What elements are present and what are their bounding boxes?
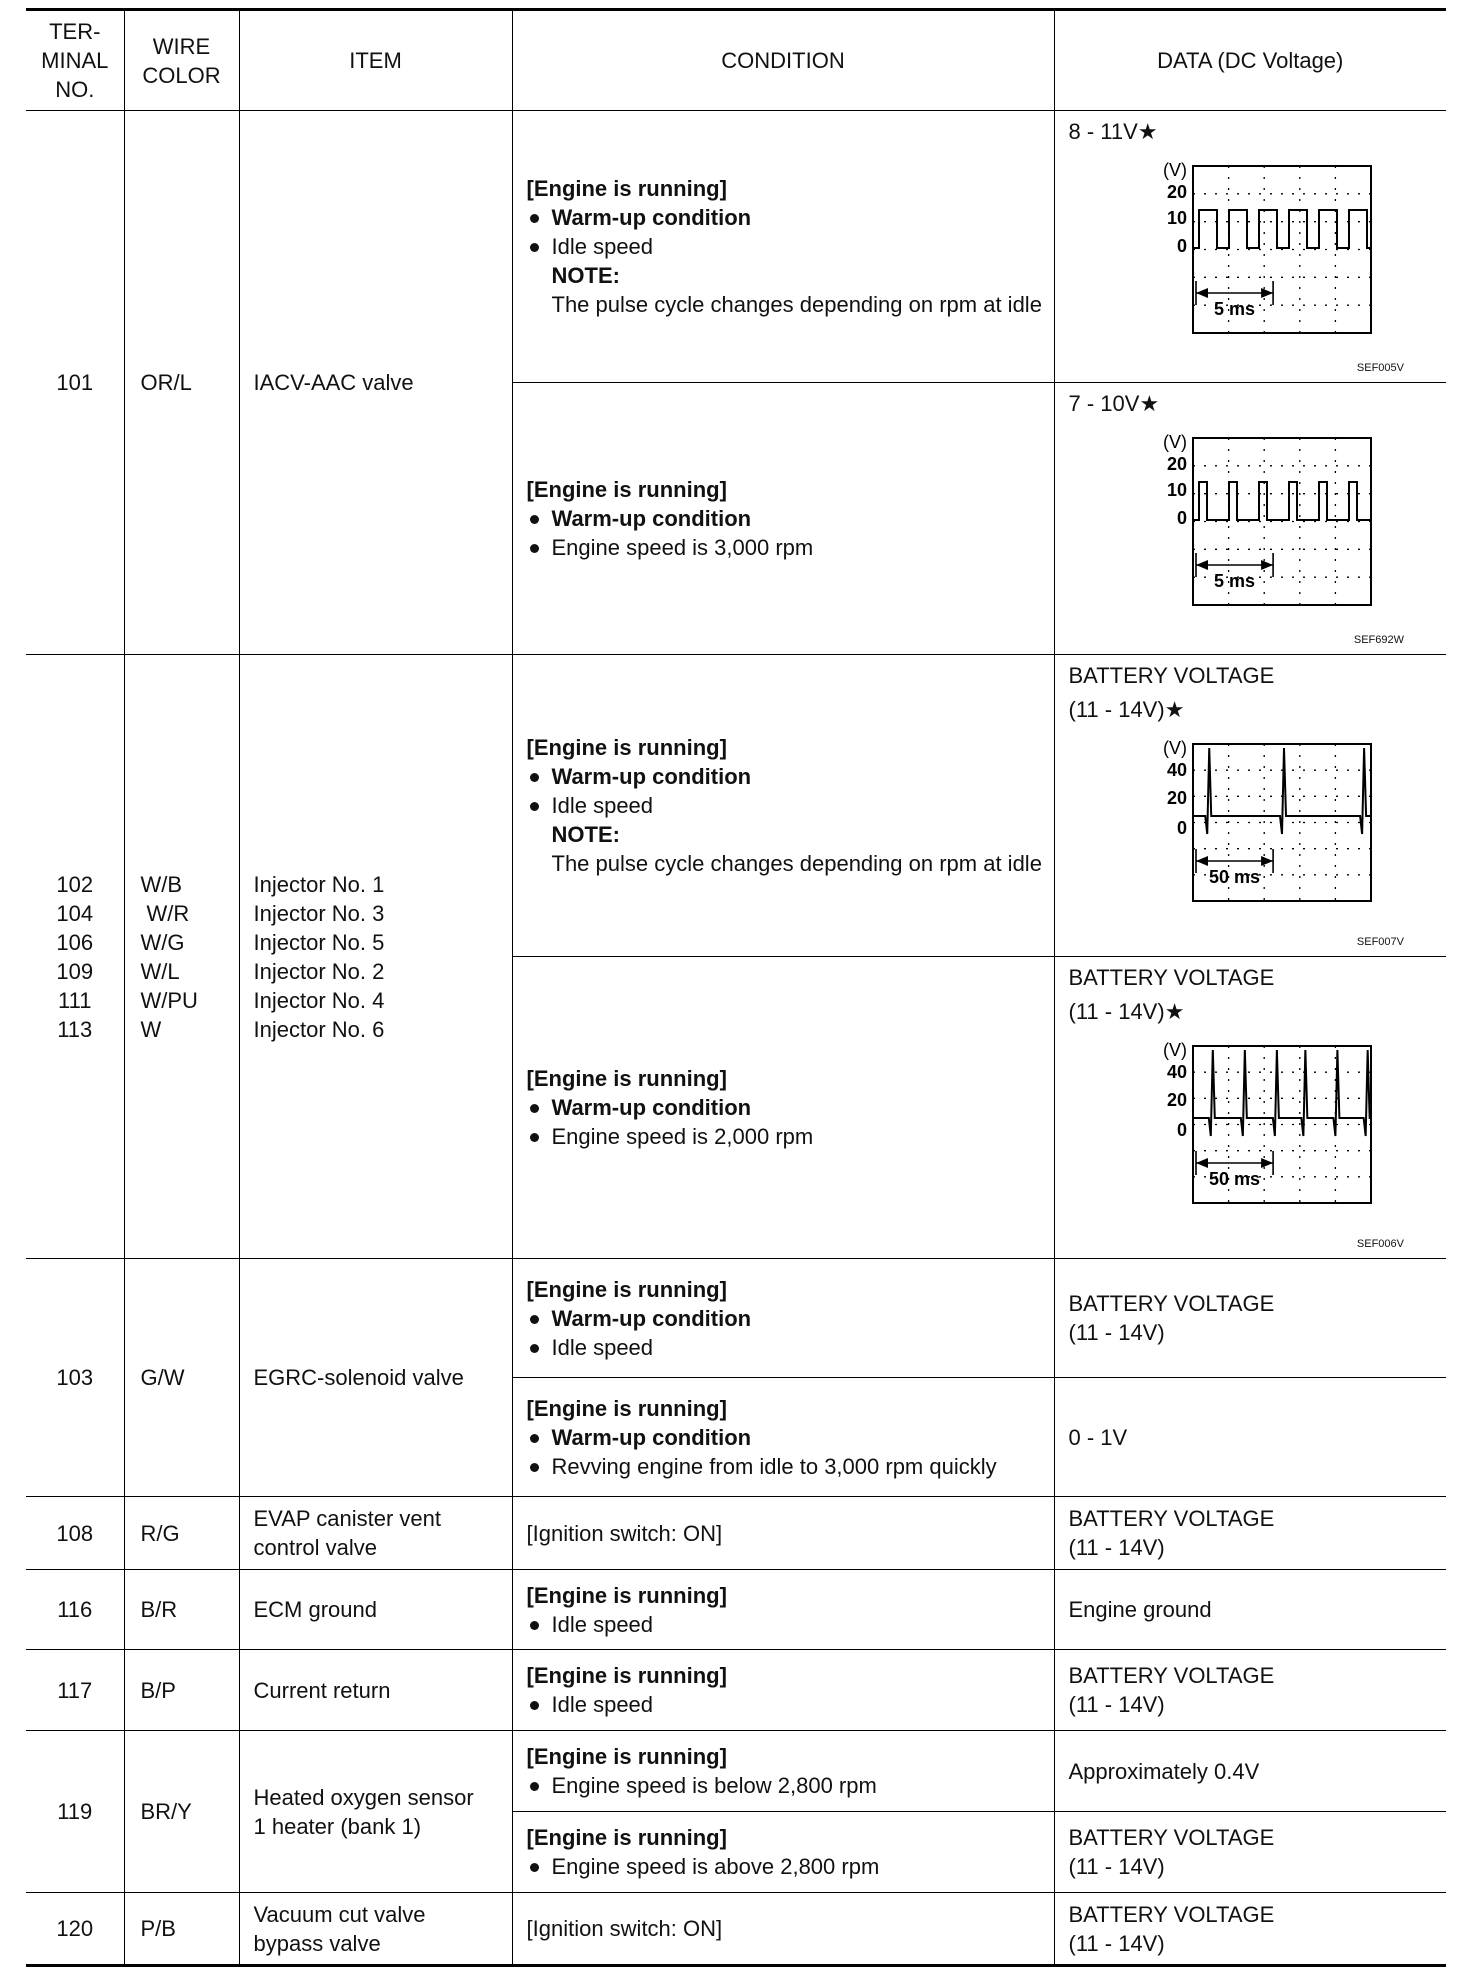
header-wire-color: WIRE COLOR [124, 10, 239, 111]
condition-heading: [Engine is running] [526, 1744, 727, 1769]
data-cell [1054, 383, 1446, 655]
condition-bullet: Warm-up condition [527, 1304, 1044, 1333]
condition-bullet: Idle speed [527, 791, 1044, 820]
terminal-number: 108 [26, 1497, 124, 1570]
y-tick-label: 40 [1166, 760, 1187, 780]
terminal-number: 116 [26, 1570, 124, 1650]
table-row [26, 1259, 1446, 1378]
data-cell: 0 - 1V [1054, 1378, 1446, 1497]
arrow-left-icon [1196, 288, 1208, 298]
wire-color: R/G [124, 1497, 239, 1570]
condition-bullet: Warm-up condition [527, 504, 1044, 533]
condition-cell [512, 383, 1054, 655]
arrow-left-icon [1196, 560, 1208, 570]
condition-bullet: Idle speed [527, 1610, 1044, 1639]
data-cell [1054, 111, 1446, 383]
star-icon: ★ [1164, 697, 1185, 722]
figure-code: SEF006V [1356, 1238, 1404, 1250]
wire-color: B/R [124, 1570, 239, 1650]
table-row [26, 1570, 1446, 1650]
oscilloscope-waveform-sef007v [1111, 724, 1373, 919]
y-tick-label: 20 [1166, 1090, 1187, 1110]
star-icon: ★ [1137, 119, 1158, 144]
data-value-range: (11 - 14V)★ [1068, 999, 1185, 1024]
condition-cell: [Ignition switch: ON] [512, 1893, 1054, 1966]
condition-bullet: Engine speed is above 2,800 rpm [527, 1852, 1044, 1881]
oscilloscope-waveform-sef005v [1111, 146, 1373, 351]
figure-code: SEF692W [1353, 634, 1404, 646]
time-scale-label: 5 ms [1213, 299, 1255, 319]
item-name: EVAP canister vent control valve [239, 1497, 512, 1570]
y-axis-unit: (V) [1162, 432, 1187, 452]
item-name: IACV-AAC valve [239, 111, 512, 655]
arrow-left-icon [1196, 1158, 1208, 1168]
y-tick-label: 0 [1176, 818, 1187, 838]
waveform-trace [1193, 210, 1371, 248]
condition-cell [512, 1650, 1054, 1731]
wire-color: B/P [124, 1650, 239, 1731]
condition-bullet: Idle speed [527, 1690, 1044, 1719]
y-tick-label: 20 [1166, 788, 1187, 808]
condition-heading: [Engine is running] [526, 1582, 727, 1608]
data-cell: BATTERY VOLTAGE (11 - 14V) [1054, 1893, 1446, 1966]
y-axis-unit: (V) [1162, 160, 1187, 180]
oscilloscope-waveform-sef692w [1111, 418, 1373, 623]
condition-bullet: Engine speed is below 2,800 rpm [527, 1771, 1044, 1800]
condition-heading: [Engine is running] [526, 176, 727, 201]
data-value-range: (11 - 14V)★ [1068, 697, 1185, 722]
condition-bullet: Warm-up condition [527, 1093, 1044, 1122]
data-cell [1054, 1259, 1446, 1378]
waveform-trace [1193, 1050, 1371, 1136]
item-name-list: Injector No. 1 Injector No. 3 Injector No. 5 Injector No. 2 Injector No. 4 Injector No. 6 [239, 655, 512, 1259]
header-item: ITEM [239, 10, 512, 111]
y-tick-label: 20 [1166, 182, 1187, 202]
note-label: NOTE: [551, 822, 620, 847]
terminal-number: 120 [26, 1893, 124, 1966]
arrow-right-icon [1261, 1158, 1273, 1168]
condition-heading: [Engine is running] [526, 1395, 727, 1421]
condition-bullet: Warm-up condition [527, 762, 1044, 791]
wire-color: P/B [124, 1893, 239, 1966]
wire-color: BR/Y [124, 1731, 239, 1893]
condition-bullet: Warm-up condition [527, 203, 1044, 232]
y-tick-label: 10 [1166, 208, 1187, 228]
terminal-number: 117 [26, 1650, 124, 1731]
table-row [26, 655, 1446, 957]
item-name: ECM ground [239, 1570, 512, 1650]
arrow-left-icon [1196, 856, 1208, 866]
time-scale-label: 50 ms [1208, 867, 1260, 887]
oscilloscope-waveform-sef006v [1111, 1026, 1373, 1221]
y-axis-unit: (V) [1162, 1040, 1187, 1060]
y-tick-label: 40 [1166, 1062, 1187, 1082]
condition-cell: [Ignition switch: ON] [512, 1497, 1054, 1570]
time-scale-label: 5 ms [1213, 571, 1255, 591]
condition-heading: [Engine is running] [526, 477, 727, 502]
y-tick-label: 20 [1166, 454, 1187, 474]
waveform-trace [1193, 748, 1371, 834]
data-value: 8 - 11V★ [1068, 119, 1158, 144]
condition-bullet: Warm-up condition [527, 1423, 1044, 1452]
y-axis-unit: (V) [1162, 738, 1187, 758]
wire-color: OR/L [124, 111, 239, 655]
figure-code: SEF007V [1356, 936, 1404, 948]
data-value: BATTERY VOLTAGE [1068, 965, 1275, 990]
wire-color-list: W/B W/R W/G W/L W/PU W [124, 655, 239, 1259]
header-data: DATA (DC Voltage) [1054, 10, 1446, 111]
y-tick-label: 0 [1176, 236, 1187, 256]
waveform-trace [1193, 482, 1371, 520]
data-value: BATTERY VOLTAGE [1068, 663, 1275, 688]
data-value: BATTERY VOLTAGE [1068, 1291, 1275, 1316]
data-cell: BATTERY VOLTAGE (11 - 14V) [1054, 1497, 1446, 1570]
arrow-right-icon [1261, 560, 1273, 570]
condition-cell [512, 1812, 1054, 1893]
condition-cell [512, 111, 1054, 383]
data-cell: Engine ground [1054, 1570, 1446, 1650]
table-row [26, 1893, 1446, 1966]
table-row [26, 111, 1446, 383]
y-tick-label: 10 [1166, 480, 1187, 500]
condition-bullet: Engine speed is 3,000 rpm [527, 533, 1044, 562]
item-name: Vacuum cut valve bypass valve [239, 1893, 512, 1966]
table-row [26, 1650, 1446, 1731]
header-row [26, 10, 1446, 111]
condition-heading: [Engine is running] [526, 1066, 727, 1091]
terminal-number: 103 [26, 1259, 124, 1497]
ecm-terminal-table [26, 8, 1446, 1967]
y-tick-label: 0 [1176, 1120, 1187, 1140]
header-terminal: TER- MINAL NO. [26, 10, 124, 111]
condition-heading: [Engine is running] [526, 1276, 727, 1302]
note-text: The pulse cycle changes depending on rpm at idle [551, 292, 1042, 317]
terminal-number-list: 102 104 106 109 111 113 [26, 655, 124, 1259]
header-condition: CONDITION [512, 10, 1054, 111]
item-name: EGRC-solenoid valve [239, 1259, 512, 1497]
terminal-number: 119 [26, 1731, 124, 1893]
condition-bullet: Idle speed [527, 232, 1044, 261]
figure-code: SEF005V [1356, 362, 1404, 374]
condition-cell [512, 1378, 1054, 1497]
data-value-range: (11 - 14V) [1068, 1320, 1165, 1345]
star-icon: ★ [1139, 391, 1160, 416]
data-cell: BATTERY VOLTAGE (11 - 14V) [1054, 1650, 1446, 1731]
condition-cell [512, 957, 1054, 1259]
condition-heading: [Engine is running] [526, 1825, 727, 1850]
data-cell [1054, 655, 1446, 957]
condition-bullet: Idle speed [527, 1333, 1044, 1362]
data-cell: Approximately 0.4V [1054, 1731, 1446, 1812]
star-icon: ★ [1164, 999, 1185, 1024]
terminal-number: 101 [26, 111, 124, 655]
condition-heading: [Engine is running] [526, 735, 727, 760]
wire-color: G/W [124, 1259, 239, 1497]
condition-cell [512, 1259, 1054, 1378]
arrow-right-icon [1261, 856, 1273, 866]
table-row [26, 1731, 1446, 1812]
condition-cell [512, 1731, 1054, 1812]
time-scale-label: 50 ms [1208, 1169, 1260, 1189]
arrow-right-icon [1261, 288, 1273, 298]
item-name: Current return [239, 1650, 512, 1731]
condition-cell [512, 655, 1054, 957]
data-cell [1054, 957, 1446, 1259]
condition-heading: [Engine is running] [526, 1663, 727, 1688]
note-label: NOTE: [551, 263, 620, 288]
note-text: The pulse cycle changes depending on rpm at idle [551, 851, 1042, 876]
y-tick-label: 0 [1176, 508, 1187, 528]
table-row [26, 1497, 1446, 1570]
data-value: 7 - 10V★ [1068, 391, 1160, 416]
data-cell: BATTERY VOLTAGE (11 - 14V) [1054, 1812, 1446, 1893]
item-name: Heated oxygen sensor 1 heater (bank 1) [239, 1731, 512, 1893]
condition-bullet: Engine speed is 2,000 rpm [527, 1122, 1044, 1151]
condition-bullet: Revving engine from idle to 3,000 rpm quickly [527, 1452, 1044, 1481]
condition-cell [512, 1570, 1054, 1650]
